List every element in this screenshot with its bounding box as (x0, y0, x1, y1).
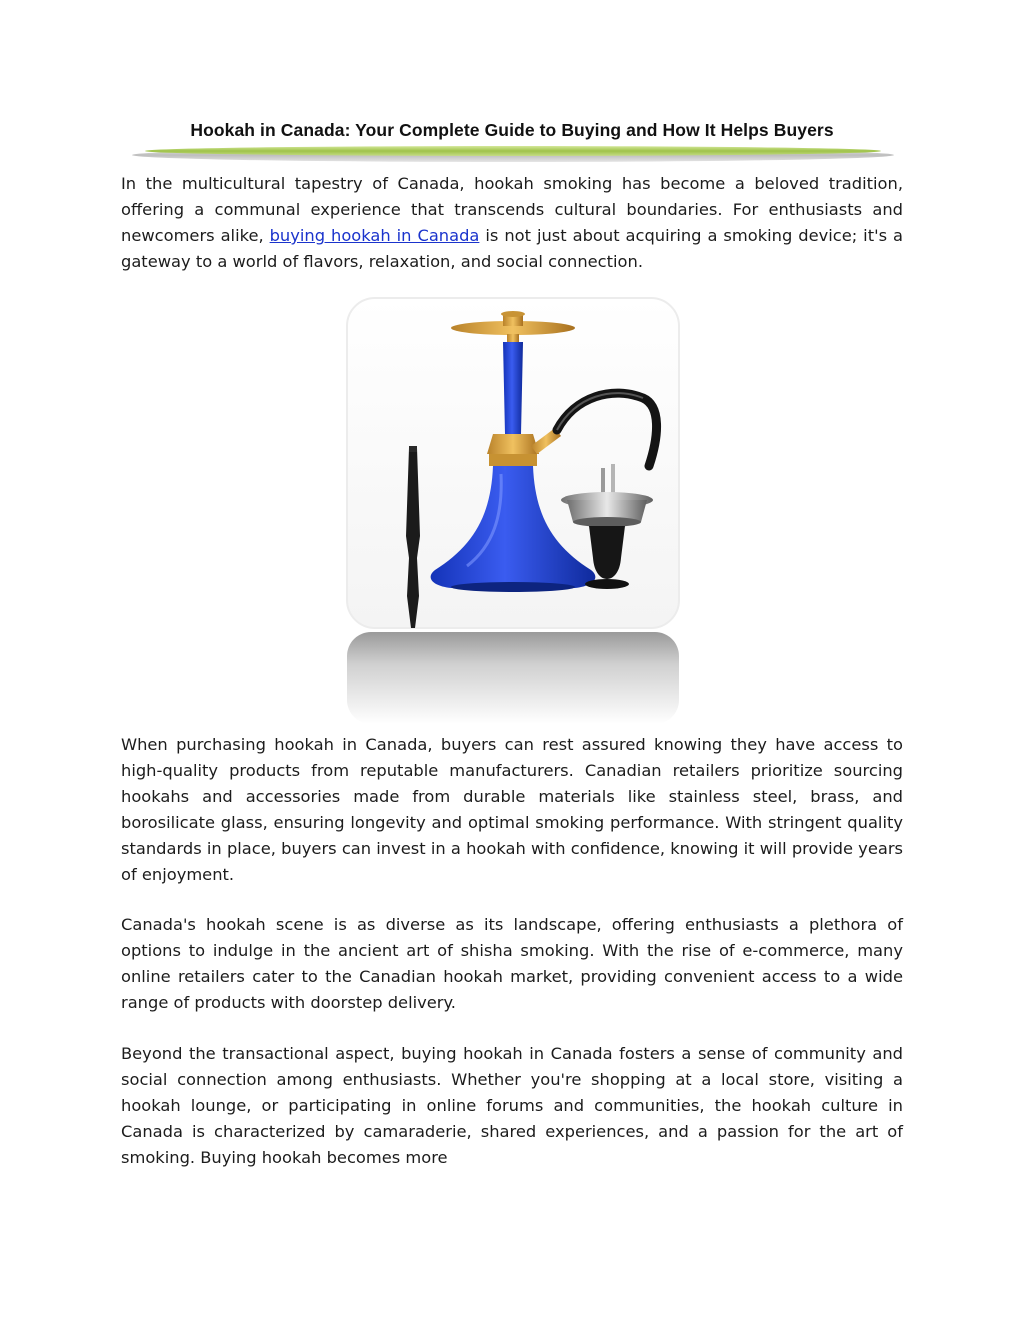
document-title: Hookah in Canada: Your Complete Guide to Buying and How It Helps Buyers (190, 120, 834, 140)
intro-text-before: In the multicultural tapestry of Canada, hookah smoking has become a beloved tradition, offering a communal experience that transcends cultural boundaries. For enthusiasts and newcomers alike, (121, 174, 903, 245)
intro-paragraph (121, 171, 903, 275)
paragraph-options: Canada's hookah scene is as diverse as its landscape, offering enthusiasts a plethora of options to indulge in the ancient art of shisha smoking. With the rise of e-commerce, many online retailers cater to the Canadian hookah market, providing convenient access to a wide range of products with doorstep delivery. (121, 915, 903, 1012)
buying-hookah-link[interactable]: buying hookah in Canada (269, 226, 480, 245)
paragraph-community: Beyond the transactional aspect, buying hookah in Canada fosters a sense of community and social connection among enthusiasts. Whether you're shopping at a local store, visiting a hookah lounge, or participating in online forums and communities, the hookah culture in Canada is characterized by camaraderie, shared experiences, and a passion for the art of smoking. Buying hookah becomes more (121, 1044, 903, 1167)
hookah-product-image (343, 296, 683, 726)
title-divider (132, 142, 894, 164)
intro-text-after: is not just about acquiring a smoking device; it's a gateway to a world of flavors, relaxation, and social connection. (121, 226, 903, 271)
paragraph-quality: When purchasing hookah in Canada, buyers can rest assured knowing they have access to high-quality products from reputable manufacturers. Canadian retailers prioritize sourcing hookahs and accessories made from durable materials like stainless steel, brass, and borosilicate glass, ensuring longevity and optimal smoking performance. With stringent quality standards in place, buyers can invest in a hookah with confidence, knowing it will provide years of enjoyment. (121, 735, 903, 884)
